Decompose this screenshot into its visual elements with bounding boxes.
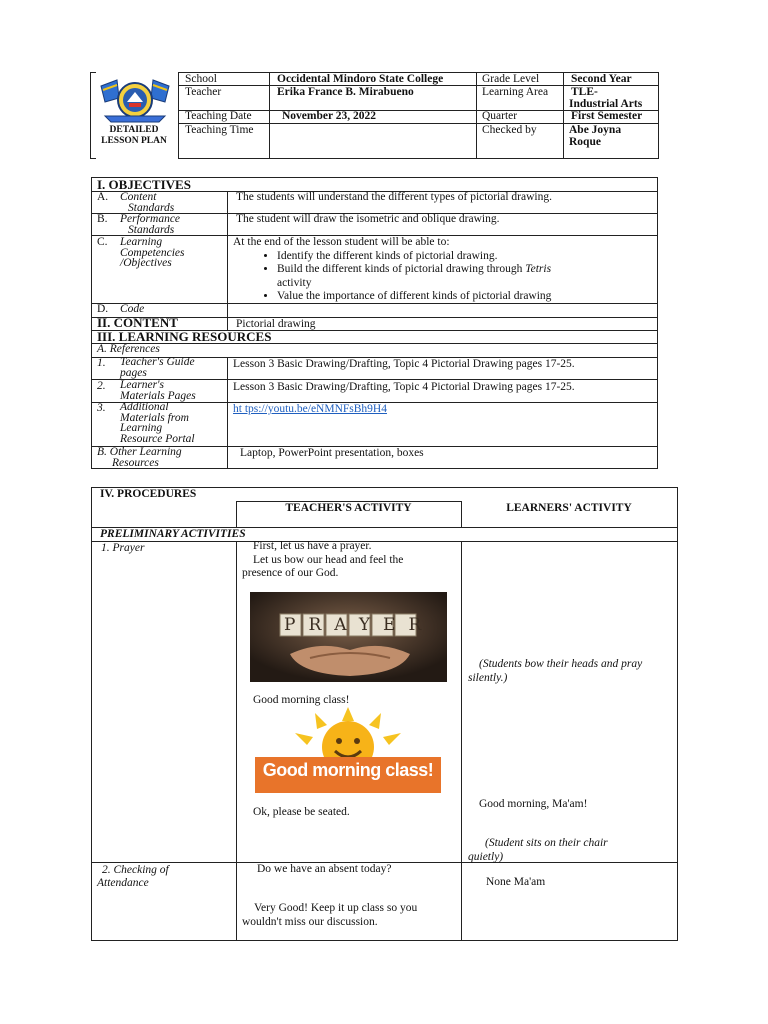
code-label: Code [120,303,145,315]
area-label: Learning Area [482,86,549,98]
teacher-absent-question: Do we have an absent today? [257,863,392,875]
r3-num: 3. [97,402,106,414]
prayer-image [250,592,447,682]
grade-label: Grade Level [482,73,540,85]
learner-sit-response: (Student sits on their chair quietly) [468,837,608,863]
objective-item: • Build the different kinds of pictorial drawing through Tetris activity [277,263,653,290]
teacher-prayer-text: First, let us have a prayer. Let us bow our head and feel the presence of our God. [242,540,404,579]
teacher-activity-header: TEACHER'S ACTIVITY [285,502,412,514]
date-label: Teaching Date [185,110,252,122]
teacher-very-good: Very Good! Keep it up class so you wouldn't miss our discussion. [242,902,418,928]
content-heading: II. CONTENT [97,315,178,330]
objectives-list [233,250,653,304]
other-resources-text: Laptop, PowerPoint presentation, boxes [240,447,424,459]
learner-activity-header: LEARNERS' ACTIVITY [506,502,632,514]
competencies-intro: At the end of the lesson student will be able to: [233,236,450,248]
prayer-image-word: PRAYER [284,615,435,635]
learner-pray-response: (Students bow their heads and pray silently.) [468,658,643,684]
competencies-content [233,236,653,304]
good-morning-image [255,707,441,793]
b-letter: B. [97,213,108,225]
school-label: School [185,73,217,85]
time-label: Teaching Time [185,124,254,136]
other-resources-label: B. Other Learning Resources [97,446,182,469]
objective-item: • Value the importance of different kinds of pictorial drawing [277,290,653,304]
quarter-label: Quarter [482,110,518,122]
c-letter: C. [97,236,108,248]
teacher-label: Teacher [185,86,222,98]
teachers-guide-label: Teacher's Guide pages [120,356,195,379]
checked-label: Checked by [482,124,537,136]
good-morning-banner-text: Good morning class! [262,760,434,780]
a-letter: A. [97,191,109,203]
date-value: November 23, 2022 [282,110,377,122]
grade-value: Second Year [571,73,632,85]
references-label: A. References [97,343,160,355]
school-value: Occidental Mindoro State College [277,73,444,85]
r2-num: 2. [97,380,106,392]
learner-none-response: None Ma'am [486,876,546,888]
logo-label: DETAILED LESSON PLAN [101,125,167,146]
area-value: TLE- Industrial Arts [569,86,643,110]
objectives-heading: I. OBJECTIVES [97,177,191,192]
youtube-link[interactable]: ht tps://youtu.be/eNMNFsBh9H4 [233,403,387,415]
logo-emblem-icon [97,76,173,124]
teachers-guide-text: Lesson 3 Basic Drawing/Drafting, Topic 4 Pictorial Drawing pages 17-25. [233,358,575,370]
resources-heading: III. LEARNING RESOURCES [97,329,272,344]
learners-materials-text: Lesson 3 Basic Drawing/Drafting, Topic 4 Pictorial Drawing pages 17-25. [233,381,575,393]
prayer-label: 1. Prayer [101,542,145,554]
performance-standards-text: The student will draw the isometric and oblique drawing. [236,213,500,225]
school-logo [97,76,173,124]
d-letter: D. [97,303,109,315]
quarter-value: First Semester [571,110,643,122]
content-standards-text: The students will understand the different types of pictorial drawing. [236,191,552,203]
procedures-heading: IV. PROCEDURES [100,488,197,500]
objective-item: • Identify the different kinds of pictorial drawing. [277,250,653,264]
teacher-greeting: Good morning class! [253,694,350,706]
performance-standards-label: Performance Standards [120,213,181,236]
teacher-seated: Ok, please be seated. [253,806,350,818]
additional-materials-label: Additional Materials from Learning Resource Portal [120,401,195,445]
learning-competencies-label: Learning Competencies /Objectives [120,236,185,269]
learners-materials-label: Learner's Materials Pages [120,379,196,402]
content-standards-label: Content Standards [120,191,175,214]
praying-hands-icon [250,592,447,682]
content-text: Pictorial drawing [236,318,316,330]
preliminary-heading: PRELIMINARY ACTIVITIES [100,528,246,540]
r1-num: 1. [97,357,106,369]
learner-greeting: Good morning, Ma'am! [479,798,588,810]
checked-value: Abe Joyna Roque [569,124,622,148]
attendance-label: 2. Checking of Attendance [97,864,169,889]
teacher-value: Erika France B. Mirabueno [277,86,414,98]
